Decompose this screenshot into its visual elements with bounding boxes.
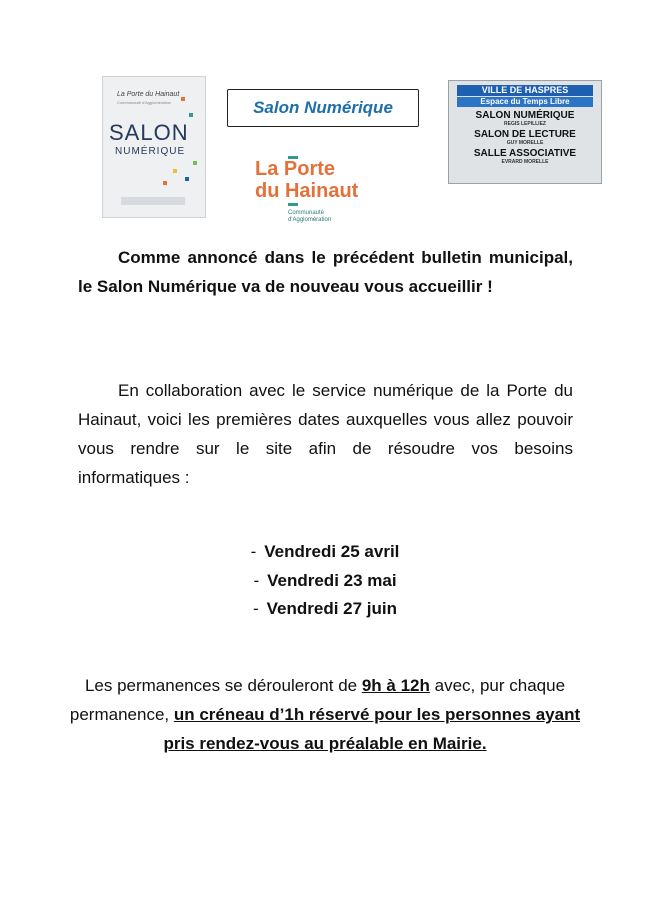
poster-footer-logos [121, 197, 185, 205]
sign-row-subtitle: GUY MORELLE [506, 140, 544, 146]
porte-du-hainaut-logo [255, 158, 395, 232]
confetti-shape [163, 181, 167, 185]
logo-bar-bottom [288, 203, 298, 206]
confetti-shape [193, 161, 197, 165]
list-item [0, 595, 650, 624]
hours-highlight: 9h à 12h [361, 676, 430, 695]
sign-header: VILLE DE HASPRES [457, 85, 593, 96]
logo-line-4: d'Agglomération [288, 217, 332, 223]
list-dash: - [253, 570, 260, 590]
collaboration-paragraph: En collaboration avec le service numérique de la Porte du Hainaut, voici les premières dates auxquelles vous allez pouvoir vous rendre sur le site afin de résoudre vos besoins informatiques : [78, 381, 573, 487]
reserved-slot-highlight: un créneau d’1h réservé pour les personnes ayant pris rendez-vous au préalable en Mairie. [163, 705, 581, 753]
permanences-paragraph [64, 671, 586, 758]
confetti-shape [185, 177, 189, 181]
confetti-shape [189, 113, 193, 117]
date-text: Vendredi 25 avril [264, 542, 400, 561]
sign-row-title: SALLE ASSOCIATIVE [473, 148, 577, 159]
permanences-text-2: avec, pur chaque permanence, [69, 676, 566, 724]
logo-line-1: La Porte [255, 158, 336, 180]
list-dash: - [250, 542, 257, 561]
poster-salon-text: SALON [109, 120, 189, 145]
salon-numerique-title-box [227, 89, 419, 127]
sign-row-title: SALON NUMÉRIQUE [475, 110, 575, 121]
poster-subtitle: Communauté d'Agglomération [117, 100, 171, 105]
title-box-text: Salon Numérique [253, 98, 393, 117]
poster-logo-text: La Porte du Hainaut [117, 91, 180, 98]
logo-line-2: du Hainaut [255, 180, 359, 202]
sign-row-title: SALON DE LECTURE [474, 129, 576, 140]
sign-subheader: Espace du Temps Libre [457, 97, 593, 107]
intro-paragraph: Comme annoncé dans le précédent bulletin municipal, le Salon Numérique va de nouveau vous accueillir ! [78, 248, 573, 296]
confetti-shape [173, 169, 177, 173]
list-item [0, 538, 650, 567]
sign-row-subtitle: REGIS LEPILLIEZ [504, 121, 546, 127]
permanences-text-1: Les permanences se dérouleront de [84, 676, 362, 695]
list-item [0, 567, 650, 596]
salon-numerique-poster [102, 76, 206, 218]
confetti-shape [181, 97, 185, 101]
poster-numerique-text: NUMÉRIQUE [115, 146, 186, 157]
date-text: Vendredi 27 juin [266, 599, 398, 618]
sign-row-subtitle: EVRARD MORELLE [501, 159, 549, 165]
list-dash: - [252, 599, 259, 618]
logo-line-3: Communauté [288, 210, 325, 216]
building-sign [448, 80, 602, 184]
date-text: Vendredi 23 mai [267, 570, 397, 590]
dates-list [0, 538, 650, 624]
